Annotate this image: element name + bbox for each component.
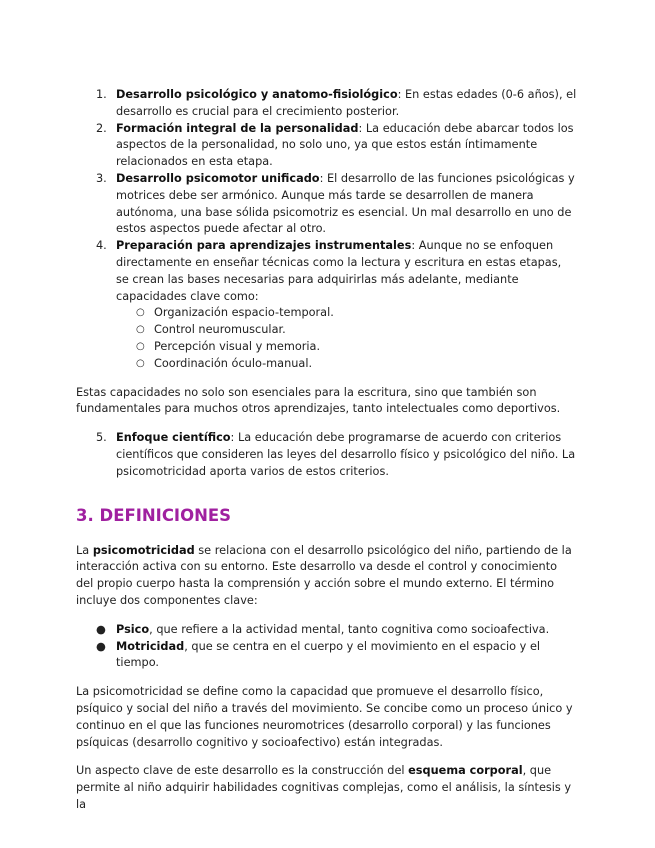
item-text: : La educación debe programarse de acuerdo con criterios científicos que consideren las leyes del desarrollo físico y psicológico del niño. La psicomotricidad aporta varios de estos criterios. (116, 431, 576, 478)
sub-list-item (116, 339, 577, 356)
list-item (76, 87, 577, 121)
bullet-text: , que se centra en el cuerpo y el movimiento en el espacio y el tiempo. (116, 639, 541, 670)
item-number: 5. (96, 431, 107, 445)
item-text: : La educación debe abarcar todos los aspectos de la personalidad, no solo uno, ya que estos están íntimamente relacionados en esta etapa. (116, 121, 574, 169)
circle-bullet-icon: ○ (136, 307, 145, 319)
text-span: Un aspecto clave de este desarrollo es la construcción del (76, 764, 409, 778)
text-span: se relaciona con el desarrollo psicológico del niño, partiendo de la interacción activa con su entorno. Este desarrollo va desde el control y conocimiento del propio cuerpo hasta la comprensión y acción sobre el mundo externo. El término incluye dos componentes clave: (76, 543, 572, 607)
bullet-item (76, 639, 577, 673)
numbered-list (76, 87, 577, 373)
sub-list-item (116, 322, 577, 339)
item-text: : El desarrollo de las funciones psicológicas y motrices debe ser armónico. Aunque más tarde se desarrollen de manera autónoma, una base sólida psicomotriz es esencial. Un mal desarrollo en uno de estos aspectos puede afectar al otro. (116, 171, 575, 236)
circle-bullet-icon: ○ (136, 324, 145, 336)
paragraph-definicion (76, 543, 577, 610)
bullet-text: , que refiere a la actividad mental, tanto cognitiva como socioafectiva. (149, 622, 550, 636)
sub-list-item (116, 356, 577, 373)
sub-item-text: Control neuromuscular. (154, 323, 286, 337)
bullet-icon: ● (96, 639, 106, 653)
bold-term: Psico (116, 622, 150, 636)
circle-bullet-icon: ○ (136, 340, 145, 352)
item-text: : Aunque no se enfoquen directamente en enseñar técnicas como la lectura y escritura en estas etapas, se crean las bases necesarias para adquirirlas más adelante, mediante capacidades clave como: (116, 239, 562, 303)
list-item (76, 171, 577, 238)
sub-item-text: Organización espacio-temporal. (154, 306, 334, 320)
section-heading: 3. DEFINICIONES (76, 505, 232, 525)
bold-term: psicomotricidad (92, 543, 195, 557)
item-text: : En estas edades (0-6 años), el desarrollo es crucial para el crecimiento posterior. (116, 88, 577, 118)
list-item (76, 238, 577, 372)
item-title: Desarrollo psicomotor unificado (116, 171, 320, 185)
bold-term: Motricidad (116, 639, 185, 653)
bold-term: esquema corporal (408, 764, 523, 778)
item-number: 3. (96, 171, 107, 185)
paragraph-capacidades: Estas capacidades no solo son esenciales para la escritura, sino que también son fundamentales para muchos otros aprendizajes, tanto intelectuales como deportivos. (76, 385, 561, 416)
sub-item-text: Coordinación óculo-manual. (154, 356, 313, 370)
paragraph-psicomotricidad: La psicomotricidad se define como la capacidad que promueve el desarrollo físico, psíquico y social del niño a través del movimiento. Se concibe como un proceso único y continuo en el que las funciones neuromotrices (desarrollo corporal) y las funciones psíquicas (desarrollo cognitivo y socioafectivo) están integradas. (76, 685, 573, 749)
paragraph-esquema (76, 763, 577, 813)
text-span: La (76, 543, 93, 557)
item-number: 1. (96, 88, 107, 101)
numbered-list-continued (76, 430, 577, 480)
item-title: Formación integral de la personalidad (116, 121, 359, 135)
bullet-icon: ● (96, 622, 106, 636)
list-item (76, 121, 577, 171)
bullet-item (76, 622, 577, 639)
sub-item-text: Percepción visual y memoria. (154, 339, 321, 353)
item-title: Preparación para aprendizajes instrumentales (116, 239, 412, 253)
componentes-list (76, 622, 577, 672)
item-number: 2. (96, 121, 107, 135)
list-item (76, 430, 577, 480)
sub-list-item (116, 305, 577, 322)
circle-bullet-icon: ○ (136, 357, 145, 369)
capacidades-list (116, 305, 577, 372)
item-title: Desarrollo psicológico y anatomo-fisiológico (116, 88, 398, 101)
item-title: Enfoque científico (116, 431, 231, 445)
text-span: , que permite al niño adquirir habilidades cognitivas complejas, como el análisis, la síntesis y la (76, 764, 572, 811)
item-number: 4. (96, 239, 107, 253)
